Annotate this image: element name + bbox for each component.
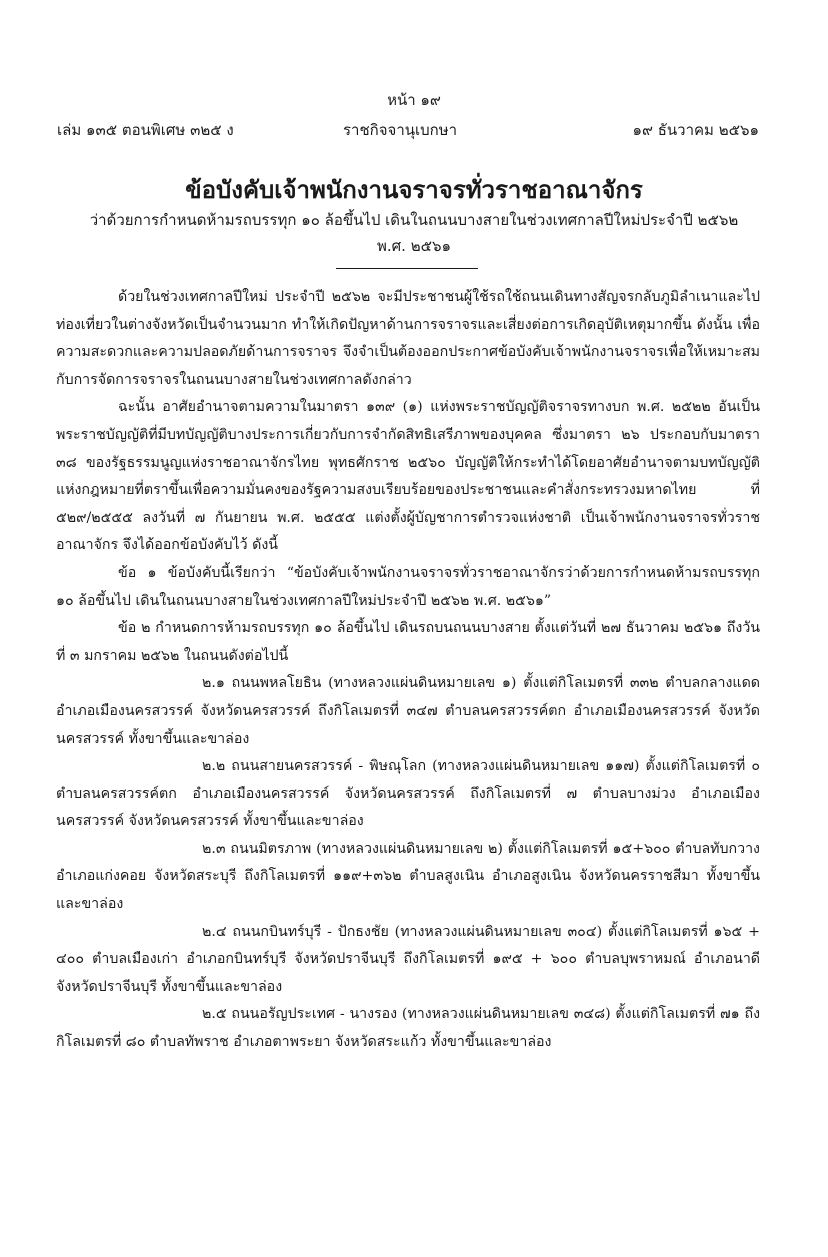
subclause-2-2: ๒.๒ ถนนสายนครสวรรค์ - พิษณุโลก (ทางหลวงแผ่นดินหมายเลข ๑๑๗) ตั้งแต่กิโลเมตรที่ ๐ ตำบลนครสวรรค์ตก อำเภอเมืองนครสวรรค์ จังหวัดนครสวรรค์ ถึงกิโลเมตรที่ ๗ ตำบลบางม่วง อำเภอเมืองนครสวรรค์ จังหวัดนครสวรรค์ ทั้งขาขึ้นและขาล่อง bbox=[56, 758, 760, 830]
document-subtitle bbox=[60, 207, 768, 259]
subtitle-line-2: พ.ศ. ๒๕๖๑ bbox=[377, 237, 451, 255]
paragraph-preamble: ด้วยในช่วงเทศกาลปีใหม่ ประจำปี ๒๕๖๒ จะมีประชาชนผู้ใช้รถใช้ถนนเดินทางสัญจรกลับภูมิลำเนาและไปท่องเที่ยวในต่างจังหวัดเป็นจำนวนมาก ทำให้เกิดปัญหาด้านการจราจรและเสี่ยงต่อการเกิดอุบัติเหตุมากขึ้น ดังนั้น เพื่อความสะดวกและความปลอดภัยด้านการจราจร จึงจำเป็นต้องออกประกาศข้อบังคับเจ้าพนักงานจราจรเพื่อให้เหมาะสมกับการจัดการจราจรในถนนบางสายในช่วงเทศกาลดังกล่าว bbox=[56, 289, 760, 388]
title-divider bbox=[336, 268, 478, 269]
subclause-2-1: ๒.๑ ถนนพหลโยธิน (ทางหลวงแผ่นดินหมายเลข ๑) ตั้งแต่กิโลเมตรที่ ๓๓๒ ตำบลกลางแดด อำเภอเมืองนครสวรรค์ จังหวัดนครสวรรค์ ถึงกิโลเมตรที่ ๓๔๗ ตำบลนครสวรรค์ตก อำเภอเมืองนครสวรรค์ จังหวัดนครสวรรค์ ทั้งขาขึ้นและขาล่อง bbox=[56, 675, 760, 747]
page-number: หน้า ๑๙ bbox=[387, 91, 441, 109]
gazette-name: ราชกิจจานุเบกษา bbox=[343, 121, 458, 139]
publication-date: ๑๙ ธันวาคม ๒๕๖๑ bbox=[632, 121, 759, 139]
clause-2: ข้อ ๒ กำหนดการห้ามรถบรรทุก ๑๐ ล้อขึ้นไป เดินรถบนถนนบางสาย ตั้งแต่วันที่ ๒๗ ธันวาคม ๒๕๖๑ ถึงวันที่ ๓ มกราคม ๒๕๖๒ ในถนนดังต่อไปนี้ bbox=[56, 620, 760, 664]
paragraph-authority: ฉะนั้น อาศัยอำนาจตามความในมาตรา ๑๓๙ (๑) แห่งพระราชบัญญัติจราจรทางบก พ.ศ. ๒๕๒๒ อันเป็นพระราชบัญญัติที่มีบทบัญญัติบางประการเกี่ยวกับการจำกัดสิทธิเสรีภาพของบุคคล ซึ่งมาตรา ๒๖ ประกอบกับมาตรา ๓๘ ของรัฐธรรมนูญแห่งราชอาณาจักรไทย พุทธศักราช ๒๕๖๐ บัญญัติให้กระทำได้โดยอาศัยอำนาจตามบทบัญญัติแห่งกฎหมายที่ตราขึ้นเพื่อความมั่นคงของรัฐความสงบเรียบร้อยของประชาชนและคำสั่งกระทรวงมหาดไทย ที่ ๕๒๙/๒๕๕๕ ลงวันที่ ๗ กันยายน พ.ศ. ๒๕๕๕ แต่งตั้งผู้บัญชาการตำรวจแห่งชาติ เป็นเจ้าพนักงานจราจรทั่วราชอาณาจักร จึงได้ออกข้อบังคับไว้ ดังนี้ bbox=[56, 399, 760, 554]
subclause-2-3: ๒.๓ ถนนมิตรภาพ (ทางหลวงแผ่นดินหมายเลข ๒) ตั้งแต่กิโลเมตรที่ ๑๕+๖๐๐ ตำบลทับกวาง อำเภอแก่งคอย จังหวัดสระบุรี ถึงกิโลเมตรที่ ๑๑๙+๓๖๒ ตำบลสูงเนิน อำเภอสูงเนิน จังหวัดนครราชสีมา ทั้งขาขึ้นและขาล่อง bbox=[56, 840, 760, 913]
document-body bbox=[56, 284, 760, 1057]
volume-issue: เล่ม ๑๓๕ ตอนพิเศษ ๓๒๕ ง bbox=[57, 121, 234, 139]
subclause-2-4: ๒.๔ ถนนกบินทร์บุรี - ปักธงชัย (ทางหลวงแผ่นดินหมายเลข ๓๐๔) ตั้งแต่กิโลเมตรที่ ๑๖๕ + ๔๐๐ ตำบลเมืองเก่า อำเภอกบินทร์บุรี จังหวัดปราจีนบุรี ถึงกิโลเมตรที่ ๑๙๕ + ๖๐๐ ตำบลบุพราหมณ์ อำเภอนาดี จังหวัดปราจีนบุรี ทั้งขาขึ้นและขาล่อง bbox=[56, 923, 760, 995]
subtitle-line-1: ว่าด้วยการกำหนดห้ามรถบรรทุก ๑๐ ล้อขึ้นไป เดินในถนนบางสายในช่วงเทศกาลปีใหม่ประจำปี ๒๕๖๒ bbox=[89, 211, 739, 229]
clause-1: ข้อ ๑ ข้อบังคับนี้เรียกว่า “ข้อบังคับเจ้าพนักงานจราจรทั่วราชอาณาจักรว่าด้วยการกำหนดห้ามรถบรรทุก ๑๐ ล้อขึ้นไป เดินในถนนบางสายในช่วงเทศกาลปีใหม่ประจำปี ๒๕๖๒ พ.ศ. ๒๕๖๑” bbox=[56, 564, 760, 609]
gazette-header bbox=[57, 118, 759, 142]
document-title: ข้อบังคับเจ้าพนักงานจราจรทั่วราชอาณาจักร bbox=[185, 175, 643, 204]
subclause-2-5: ๒.๕ ถนนอรัญประเทศ - นางรอง (ทางหลวงแผ่นดินหมายเลข ๓๔๘) ตั้งแต่กิโลเมตรที่ ๗๑ ถึงกิโลเมตรที่ ๘๐ ตำบลทัพราช อำเภอตาพระยา จังหวัดสระแก้ว ทั้งขาขึ้นและขาล่อง bbox=[56, 1006, 760, 1051]
